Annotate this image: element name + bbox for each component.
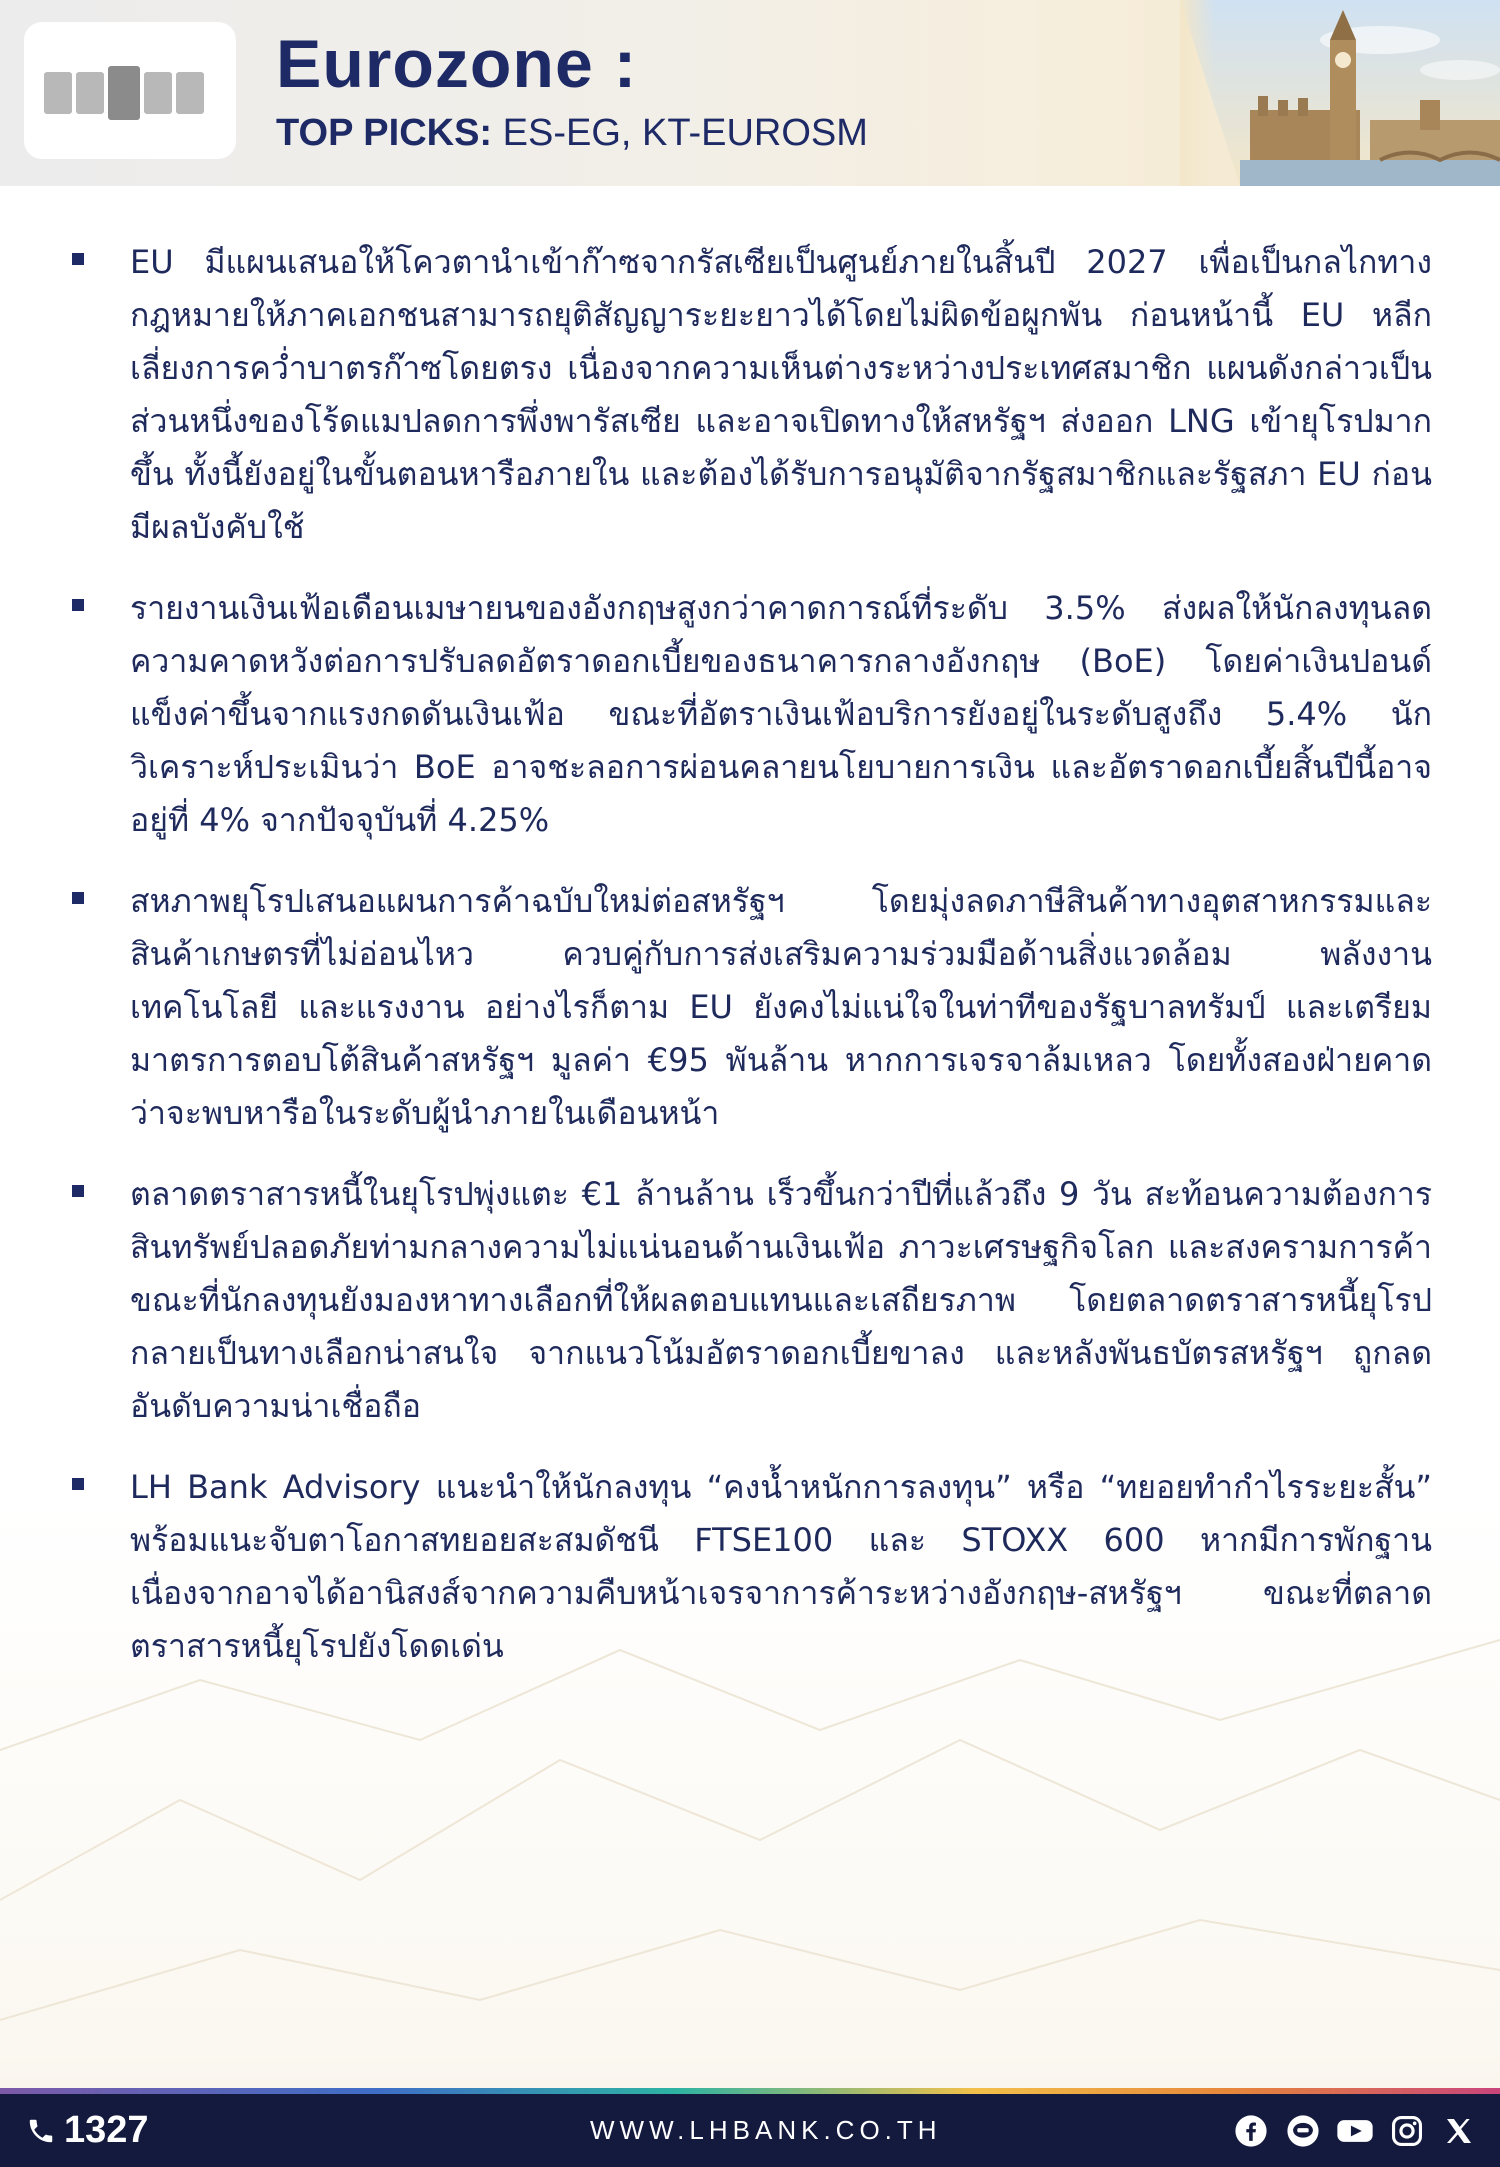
social-links [1218,2094,1478,2167]
bullet-text: EU มีแผนเสนอให้โควตานำเข้าก๊าซจากรัสเซียเป็นศูนย์ภายในสิ้นปี 2027 เพื่อเป็นกลไกทางกฎหมายให้ภาคเอกชนสามารถยุติสัญญาระยะยาวได้โดยไม่ผิดข้อผูกพัน ก่อนหน้านี้ EU หลีกเลี่ยงการคว่ำบาตรก๊าซโดยตรง เนื่องจากความเห็นต่างระหว่างประเทศสมาชิก แผนดังกล่าวเป็นส่วนหนึ่งของโร้ดแมปลดการพึ่งพารัสเซีย และอาจเปิดทางให้สหรัฐฯ ส่งออก LNG เข้ายุโรปมากขึ้น ทั้งนี้ยังอยู่ในขั้นตอนหารือภายใน และต้องได้รับการอนุมัติจากรัฐสมาชิกและรัฐสภา EU ก่อนมีผลบังคับใช้ [130,243,1432,546]
website-link[interactable]: WWW.LHBANK.CO.TH [590,2115,942,2145]
top-picks-value: ES-EG, KT-EUROSM [492,112,868,154]
youtube-icon[interactable] [1336,2112,1374,2150]
bullet-square-icon [72,892,84,904]
header-banner [0,0,1500,186]
bullet-text: สหภาพยุโรปเสนอแผนการค้าฉบับใหม่ต่อสหรัฐฯ โดยมุ่งลดภาษีสินค้าทางอุตสาหกรรมและสินค้าเกษตรที่ไม่อ่อนไหว ควบคู่กับการส่งเสริมความร่วมมือด้านสิ่งแวดล้อม พลังงาน เทคโนโลยี และแรงงาน อย่างไรก็ตาม EU ยังคงไม่แน่ใจในท่าทีของรัฐบาลทรัมป์ และเตรียมมาตรการตอบโต้สินค้าสหรัฐฯ มูลค่า €95 พันล้าน หากการเจรจาล้มเหลว โดยทั้งสองฝ่ายคาดว่าจะพบหารือในระดับผู้นำภายในเดือนหน้า [130,882,1432,1132]
phone-icon [26,2116,56,2146]
bullet-text: LH Bank Advisory แนะนำให้นักลงทุน “คงน้ำหนักการลงทุน” หรือ “ทยอยทำกำไรระยะสั้น” พร้อมแนะจับตาโอกาสทยอยสะสมดัชนี FTSE100 และ STOXX 600 หากมีการพักฐาน เนื่องจากอาจได้อานิสงส์จากความคืบหน้าเจรจาการค้าระหว่างอังกฤษ-สหรัฐฯ ขณะที่ตลาดตราสารหนี้ยุโรปยังโดดเด่น [130,1468,1432,1665]
bullet-square-icon [72,1185,84,1197]
footer [0,2094,1500,2167]
page-subtitle [276,114,868,152]
x-icon[interactable] [1440,2112,1478,2150]
facebook-icon[interactable] [1232,2112,1270,2150]
line-icon[interactable] [1284,2112,1322,2150]
phone-contact[interactable] [26,2094,149,2167]
list-item [72,875,1432,1140]
london-skyline-image [1180,0,1500,186]
list-item [72,1461,1432,1673]
bullet-text: ตลาดตราสารหนี้ในยุโรปพุ่งแตะ €1 ล้านล้าน เร็วขึ้นกว่าปีที่แล้วถึง 9 วัน สะท้อนความต้องการสินทรัพย์ปลอดภัยท่ามกลางความไม่แน่นอนด้านเงินเฟ้อ ภาวะเศรษฐกิจโลก และสงครามการค้า ขณะที่นักลงทุนยังมองหาทางเลือกที่ให้ผลตอบแทนและเสถียรภาพ โดยตลาดตราสารหนี้ยุโรปกลายเป็นทางเลือกน่าสนใจ จากแนวโน้มอัตราดอกเบี้ยขาลง และหลังพันธบัตรสหรัฐฯ ถูกลดอันดับความน่าเชื่อถือ [130,1175,1432,1425]
main-content [72,236,1432,1701]
bullet-text: รายงานเงินเฟ้อเดือนเมษายนของอังกฤษสูงกว่าคาดการณ์ที่ระดับ 3.5% ส่งผลให้นักลงทุนลดความคาดหวังต่อการปรับลดอัตราดอกเบี้ยของธนาคารกลางอังกฤษ (BoE) โดยค่าเงินปอนด์แข็งค่าขึ้นจากแรงกดดันเงินเฟ้อ ขณะที่อัตราเงินเฟ้อบริการยังอยู่ในระดับสูงถึง 5.4% นักวิเคราะห์ประเมินว่า BoE อาจชะลอการผ่อนคลายนโยบายการเงิน และอัตราดอกเบี้ยสิ้นปีนี้อาจอยู่ที่ 4% จากปัจจุบันที่ 4.25% [130,589,1432,839]
list-item [72,1168,1432,1433]
bullet-square-icon [72,599,84,611]
page-title: Eurozone : [276,26,638,102]
phone-number: 1327 [64,2109,149,2151]
bullet-square-icon [72,1478,84,1490]
top-picks-label: TOP PICKS: [276,112,493,154]
list-item [72,236,1432,554]
logo [24,22,236,159]
instagram-icon[interactable] [1388,2112,1426,2150]
list-item [72,582,1432,847]
bullet-square-icon [72,253,84,265]
